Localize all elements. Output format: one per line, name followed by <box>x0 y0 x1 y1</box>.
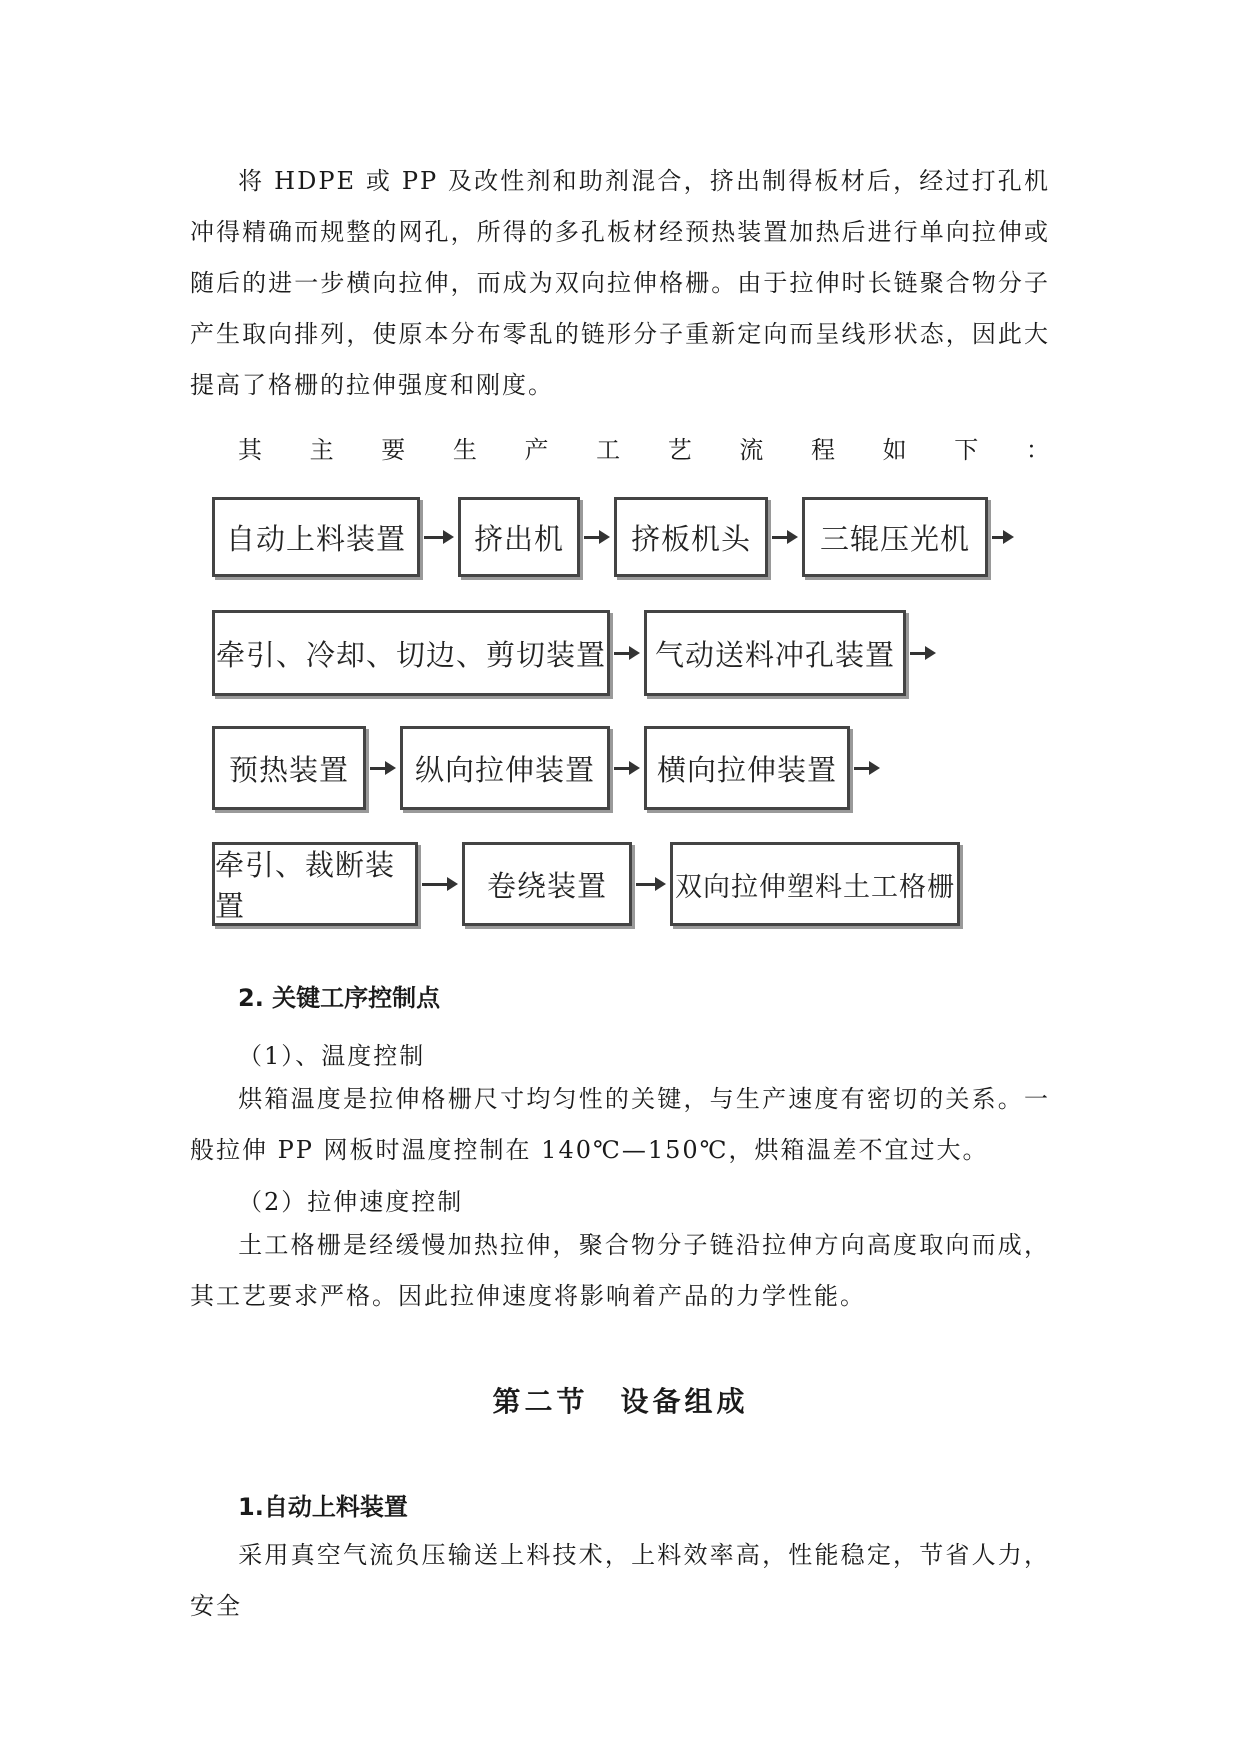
flow-box-label: 横向拉伸装置 <box>656 752 837 787</box>
flow-arrow <box>422 874 458 894</box>
flow-box-label: 纵向拉伸装置 <box>414 752 595 787</box>
flow-box-pneumatic-punching <box>644 610 906 696</box>
process-intro-char: 下 <box>954 436 979 464</box>
intro-paragraph <box>190 156 1050 411</box>
process-intro-char: 如 <box>882 436 907 464</box>
flow-box-label: 卷绕装置 <box>486 868 607 903</box>
chapter-title: 第二节 设备组成 <box>492 1385 749 1418</box>
item1-title: （1）、温度控制 <box>238 1042 426 1070</box>
flow-box-label: 挤板机头 <box>630 521 751 556</box>
process-intro-char: 流 <box>739 436 764 464</box>
flow-arrow <box>636 874 666 894</box>
item1-text: 烘箱温度是拉伸格栅尺寸均匀性的关键，与生产速度有密切的关系。一般拉伸 PP 网板时温度控制在 140℃—150℃，烘箱温差不宜过大。 <box>190 1085 1050 1164</box>
item2-title: （2）拉伸速度控制 <box>238 1188 464 1216</box>
subsection-heading-auto-feeder: 1.自动上料装置 <box>238 1493 408 1521</box>
process-intro-char: ： <box>1025 436 1050 464</box>
flow-arrow <box>772 527 798 547</box>
flow-box-longitudinal-stretching <box>400 726 610 810</box>
flow-arrow <box>910 643 936 663</box>
flow-box-winding <box>462 842 632 926</box>
flow-box-extruder <box>458 497 580 577</box>
flow-box-auto-feeder <box>212 497 420 577</box>
flow-arrow <box>992 527 1014 547</box>
process-intro-line <box>238 430 1050 465</box>
process-intro-char: 要 <box>381 436 406 464</box>
flow-box-biaxial-geogrid <box>670 842 960 926</box>
flow-arrow <box>370 758 396 778</box>
flow-arrow <box>584 527 610 547</box>
process-intro-char: 主 <box>309 436 334 464</box>
item2-paragraph <box>190 1220 1050 1322</box>
flow-box-label: 三辊压光机 <box>819 521 970 556</box>
flow-arrow <box>854 758 880 778</box>
auto-feeder-paragraph <box>190 1530 1050 1632</box>
auto-feeder-text: 采用真空气流负压输送上料技术，上料效率高，性能稳定，节省人力，安全 <box>190 1541 1050 1620</box>
section-heading-key-process: 2. 关键工序控制点 <box>238 984 441 1012</box>
flow-box-label: 牵引、冷却、切边、剪切装置 <box>215 637 606 672</box>
flow-box-preheating <box>212 726 366 810</box>
flow-box-label: 双向拉伸塑料土工格栅 <box>675 871 955 903</box>
flow-box-label: 气动送料冲孔装置 <box>654 637 895 672</box>
process-intro-char: 工 <box>596 436 621 464</box>
process-intro-char: 其 <box>238 436 262 464</box>
flow-box-label: 牵引、裁断装置 <box>215 848 396 923</box>
flow-box-label: 挤出机 <box>473 521 564 556</box>
flow-arrow <box>614 643 640 663</box>
flow-arrow <box>424 527 454 547</box>
process-intro-char: 生 <box>452 436 477 464</box>
flow-box-three-roll-calender <box>802 497 988 577</box>
process-intro-char: 艺 <box>667 436 692 464</box>
flow-box-label: 预热装置 <box>228 752 349 787</box>
flow-box-haul-cool-trim-cut <box>212 610 610 696</box>
process-intro-char: 产 <box>524 436 549 464</box>
flow-box-haul-cut <box>212 842 418 926</box>
process-intro-char: 程 <box>811 436 835 464</box>
item1-paragraph <box>190 1074 1050 1176</box>
flow-box-sheet-die <box>614 497 768 577</box>
flow-arrow <box>614 758 640 778</box>
item2-text: 土工格栅是经缓慢加热拉伸，聚合物分子链沿拉伸方向高度取向而成，其工艺要求严格。因此拉伸速度将影响着产品的力学性能。 <box>190 1231 1050 1310</box>
flow-box-transverse-stretching <box>644 726 850 810</box>
flow-box-label: 自动上料装置 <box>225 521 406 556</box>
intro-paragraph-text: 将 HDPE 或 PP 及改性剂和助剂混合，挤出制得板材后，经过打孔机冲得精确而规整的网孔，所得的多孔板材经预热装置加热后进行单向拉伸或随后的进一步横向拉伸，而成为双向拉伸格栅。由于拉伸时长链聚合物分子产生取向排列，使原本分布零乱的链形分子重新定向而呈线形状态，因此大提高了格栅的拉伸强度和刚度。 <box>190 167 1050 399</box>
